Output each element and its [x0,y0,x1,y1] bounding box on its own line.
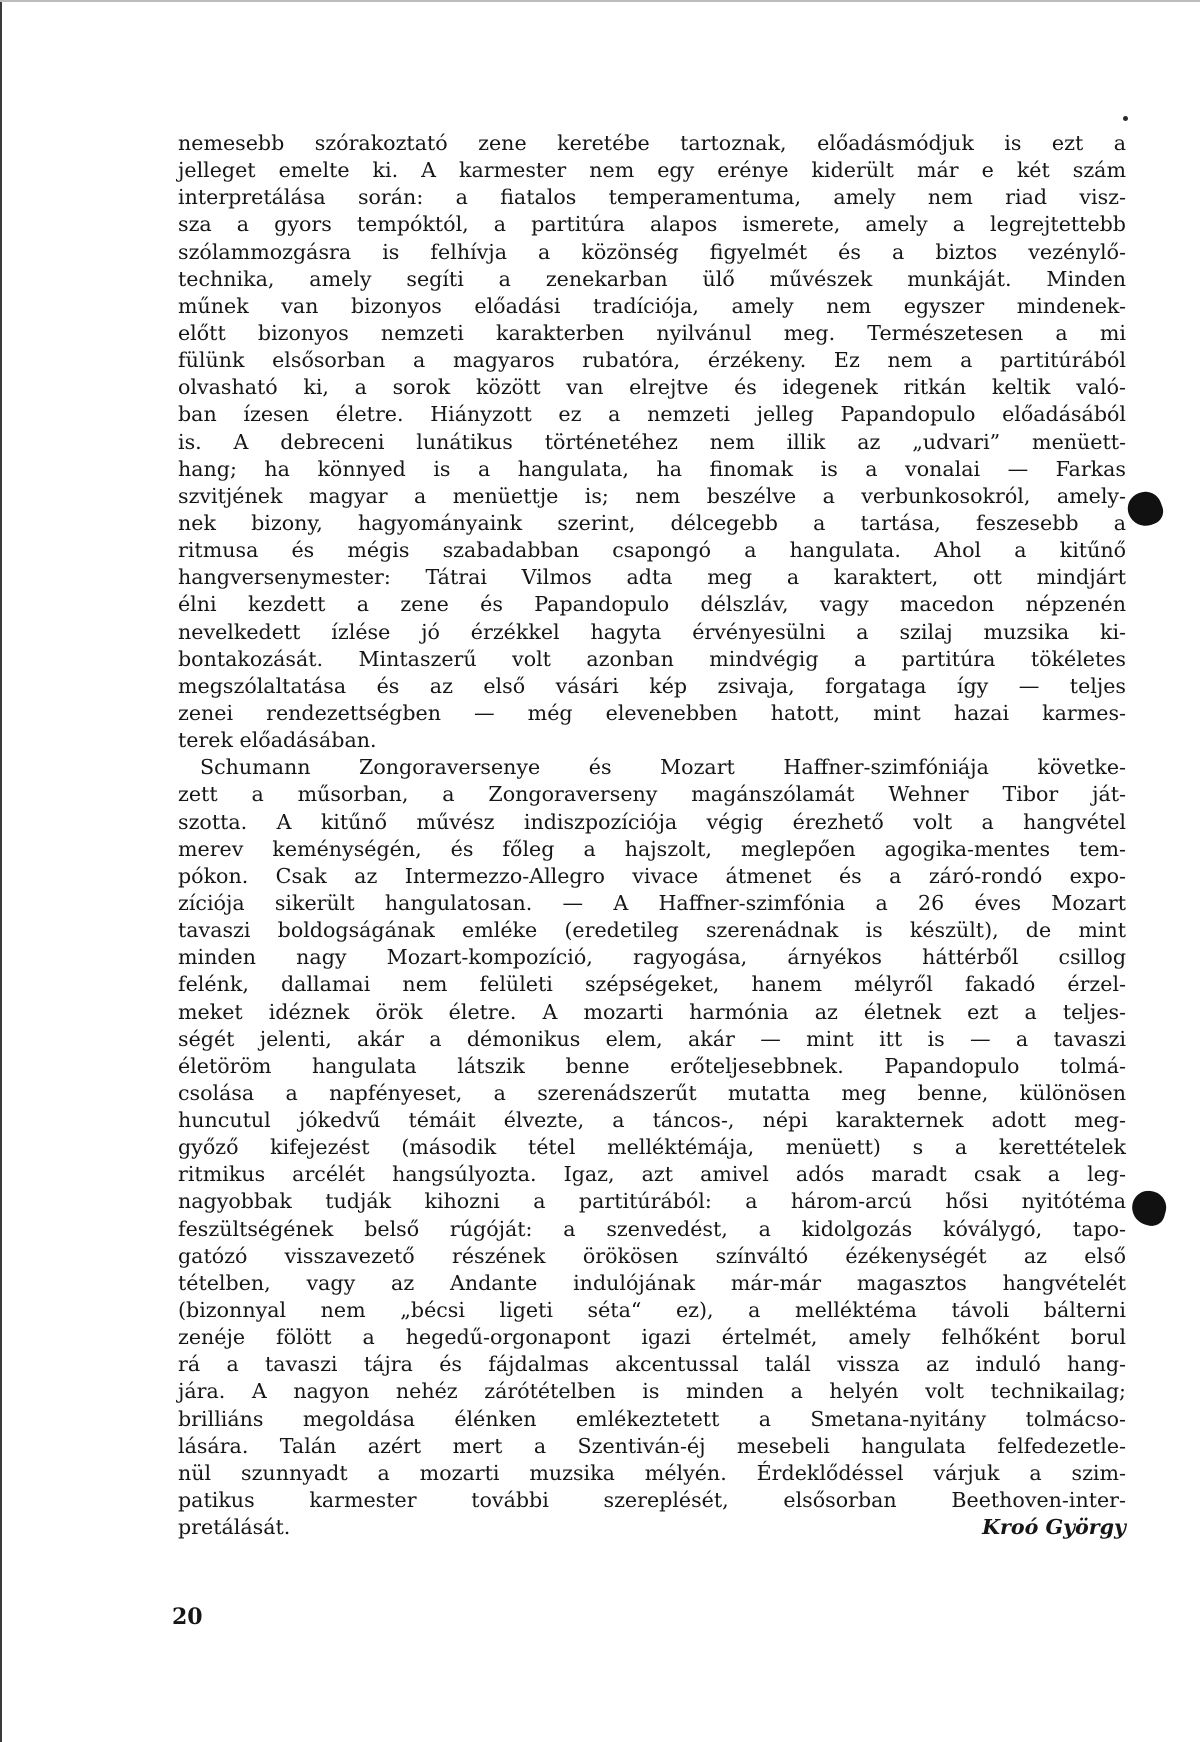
page-edge-left [0,0,2,1742]
text-line: előtt bizonyos nemzeti karakterben nyilvánul meg. Természetesen a mi [178,320,1126,345]
text-line: műnek van bizonyos előadási tradíciója, amely nem egyszer mindenek- [178,293,1126,318]
text-line: feszültségének belső rúgóját: a szenvedést, a kidolgozás kóválygó, tapo- [178,1216,1126,1241]
text-line: hangversenymester: Tátrai Vilmos adta meg a karaktert, ott mindjárt [178,565,1126,590]
text-line: minden nagy Mozart-kompozíció, ragyogása, árnyékos háttérből csillog [178,945,1126,970]
ink-blot [1128,1187,1170,1229]
text-line: ritmusa és mégis szabadabban csapongó a hangulata. Ahol a kitűnő [178,538,1126,563]
article-body [178,130,1126,1541]
text-line: is. A debreceni lunátikus történetéhez nem illik az „udvari” menüett- [178,429,1126,454]
text-line: felénk, dallamai nem felületi szépségeket, hanem mélyről fakadó érzel- [178,972,1126,997]
text-line: győző kifejezést (második tétel melléktémája, menüett) s a kerettételek [178,1135,1126,1160]
text-line: szvitjének magyar a menüettje is; nem beszélve a verbunkosokról, amely- [178,483,1126,508]
text-line: gatózó visszavezető részének örökösen színváltó ézékenységét az első [178,1243,1126,1268]
ink-dot [1123,116,1128,121]
text-line: zenei rendezettségben — még elevenebben hatott, mint hazai karmes- [178,700,1126,725]
paragraph-end-line: terek előadásában. [178,728,377,753]
text-line: megszólaltatása és az első vásári kép zsivaja, forgataga így — teljes [178,673,1126,698]
text-line: ritmikus arcélét hangsúlyozta. Igaz, azt amivel adós maradt csak a leg- [178,1162,1126,1187]
text-line: (bizonnyal nem „bécsi ligeti séta“ ez), a melléktéma távoli bálterni [178,1298,1126,1323]
text-line: lására. Talán azért mert a Szentiván-éj mesebeli hangulata felfedezetle- [178,1433,1126,1458]
text-line: meket idéznek örök életre. A mozarti harmónia az életnek ezt a teljes- [178,999,1126,1024]
text-line: életöröm hangulata látszik benne erőteljesebbnek. Papandopulo tolmá- [178,1053,1126,1078]
text-line: élni kezdett a zene és Papandopulo délszláv, vagy macedon népzenén [178,592,1126,617]
text-line: szólammozgásra is felhívja a közönség figyelmét és a biztos vezénylő- [178,239,1126,264]
text-line: pókon. Csak az Intermezzo-Allegro vivace átmenet és a záró-rondó expo- [178,863,1126,888]
text-line: merev keménységén, és főleg a hajszolt, meglepően agogika-mentes tem- [178,836,1126,861]
text-line: nül szunnyadt a mozarti muzsika mélyén. Érdeklődéssel várjuk a szim- [178,1460,1126,1485]
text-line: interpretálása során: a fiatalos temperamentuma, amely nem riad visz- [178,185,1126,210]
text-line: nagyobbak tudják kihozni a partitúrából: a három-arcú hősi nyitótéma [178,1189,1126,1214]
text-line: nemesebb szórakoztató zene keretébe tartoznak, előadásmódjuk is ezt a [178,131,1126,155]
text-line: bontakozását. Mintaszerű volt azonban mindvégig a partitúra tökéletes [178,646,1126,671]
text-line: zíciója sikerült hangulatosan. — A Haffner-szimfónia a 26 éves Mozart [178,890,1126,915]
text-line: ségét jelenti, akár a démonikus elem, akár — mint itt is — a tavaszi [178,1026,1126,1051]
text-line: huncutul jókedvű témáit élvezte, a táncos-, népi karakternek adott meg- [178,1108,1126,1133]
text-line: szotta. A kitűnő művész indiszpozíciója végig érezhető volt a hangvétel [178,809,1126,834]
closing-text: pretálását. [178,1515,291,1540]
ink-blot [1123,487,1167,531]
page-edge-top [0,0,1200,2]
text-line: patikus karmester további szereplését, elsősorban Beethoven-inter- [178,1488,1126,1513]
text-line: brilliáns megoldása élénken emlékeztetett a Smetana-nyitány tolmácso- [178,1406,1126,1431]
text-line: olvasható ki, a sorok között van elrejtve és idegenek ritkán keltik való- [178,375,1126,400]
text-line: nek bizony, hagyományaink szerint, délcegebb a tartása, feszesebb a [178,510,1126,535]
page-number: 20 [172,1604,203,1630]
text-line: zenéje fölött a hegedű-orgonapont igazi értelmét, amely felhőként borul [178,1325,1126,1350]
author-signature: Kroó György [982,1515,1126,1540]
text-line: csolása a napfényeset, a szerenádszerűt mutatta meg benne, különösen [178,1080,1126,1105]
text-line: jelleget emelte ki. A karmester nem egy erénye kiderült már e két szám [178,158,1126,183]
signoff-line [178,1514,1126,1541]
text-line: jára. A nagyon nehéz zárótételben is minden a helyén volt technikailag; [178,1379,1126,1404]
text-line: zett a műsorban, a Zongoraverseny magánszólamát Wehner Tibor ját- [178,782,1126,807]
paragraph-start-line: Schumann Zongoraversenye és Mozart Haffner-szimfóniája követke- [200,755,1126,780]
text-line: hang; ha könnyed is a hangulata, ha finomak is a vonalai — Farkas [178,456,1126,481]
text-line: nevelkedett ízlése jó érzékkel hagyta érvényesülni a szilaj muzsika ki- [178,619,1126,644]
text-line: fülünk elsősorban a magyaros rubatóra, érzékeny. Ez nem a partitúrából [178,348,1126,373]
text-line: tételben, vagy az Andante indulójának már-már magasztos hangvételét [178,1270,1126,1295]
text-line: technika, amely segíti a zenekarban ülő művészek munkáját. Minden [178,266,1126,291]
text-line: tavaszi boldogságának emléke (eredetileg szerenádnak is készült), de mint [178,918,1126,943]
text-line: ban ízesen életre. Hiányzott ez a nemzeti jelleg Papandopulo előadásából [178,402,1126,427]
text-line: rá a tavaszi tájra és fájdalmas akcentussal talál vissza az induló hang- [178,1352,1126,1377]
text-line: sza a gyors tempóktól, a partitúra alapos ismerete, amely a legrejtettebb [178,212,1126,237]
